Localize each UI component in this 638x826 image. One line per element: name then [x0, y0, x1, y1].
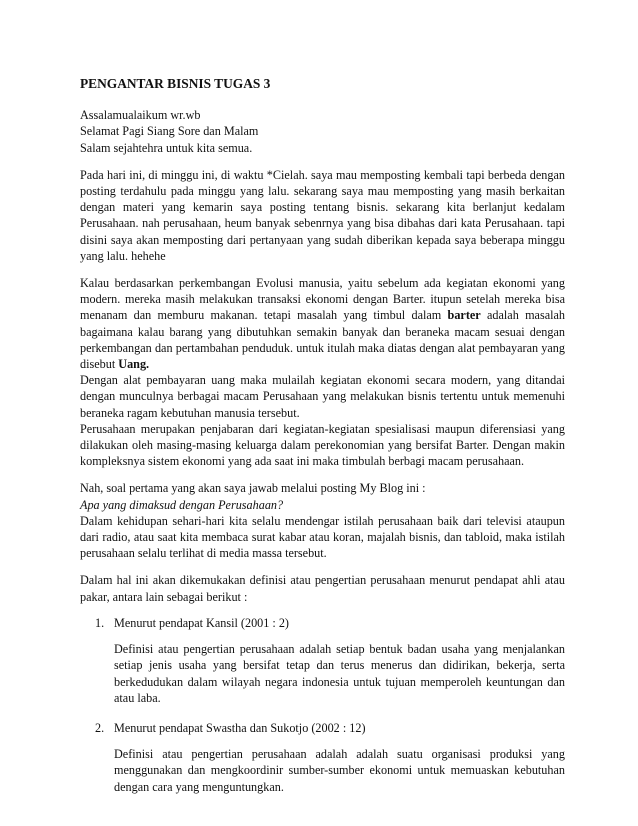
greeting-line: Salam sejahtehra untuk kita semua.	[80, 140, 253, 155]
intro-paragraph: Pada hari ini, di minggu ini, di waktu *Cielah. saya mau memposting kembali tapi berbeda dengan posting terdahulu pada minggu yang lalu. sekarang saya mau memposting yang masih berkaitan dengan materi yang kemarin saya posting tentang bisnis. sekarang kita berlanjut kedalam Perusahaan. nah perusahaan, heum banyak sebenrnya yang bisa dibahas dari kata Perusahaan. tapi disini saya akan memposting dari pertanyaan yang sudah diberikan kepada saya beberapa minggu yang lalu. hehehe	[80, 167, 565, 263]
question-intro: Nah, soal pertama yang akan saya jawab melalui posting My Blog ini :	[80, 481, 426, 496]
greeting-line: Assalamualaikum wr.wb	[80, 108, 201, 123]
daily-life-paragraph: Dalam kehidupan sehari-hari kita selalu mendengar istilah perusahaan baik dari televisi ataupun dari radio, atau saat kita membaca surat kabar atau koran, majalah bisnis, dan tabloid, maka istilah perusahaan selalu terlihat di media massa tersebut.	[80, 513, 565, 561]
document-page	[80, 76, 565, 809]
evolution-text-1: Kalau berdasarkan perkembangan Evolusi manusia, yaitu sebelum ada kegiatan ekonomi yang modern. mereka masih melakukan transaksi ekonomi dengan Barter. itupun setelah mereka bisa menanam dan memburu makanan. tetapi masalah yang timbul dalam	[80, 276, 565, 323]
list-item-heading	[80, 615, 565, 631]
list-item-number: 2.	[95, 720, 105, 735]
greeting-line: Selamat Pagi Siang Sore dan Malam	[80, 124, 259, 139]
document-title: PENGANTAR BISNIS TUGAS 3	[80, 76, 271, 91]
definition-intro: Dalam hal ini akan dikemukakan definisi atau pengertian perusahaan menurut pendapat ahli atau pakar, antara lain sebagai berikut :	[80, 573, 565, 604]
list-item-heading	[80, 720, 565, 736]
list-item-definition: Definisi atau pengertian perusahaan adalah adalah suatu organisasi produksi yang menggunakan dan mengkoordinir sumber-sumber ekonomi untuk memuaskan kebutuhan dengan cara yang menguntungkan.	[114, 747, 565, 794]
list-item-definition: Definisi atau pengertian perusahaan adalah setiap bentuk badan usaha yang menjalankan setiap jenis usaha yang bersifat tetap dan terus menerus dan didirikan, bekerja, serta berkedudukan dalam wilayah negara indonesia untuk tujuan memperoleh keuntungan dan atau laba.	[114, 642, 565, 705]
greeting-block	[80, 107, 565, 156]
list-item	[80, 615, 565, 706]
evolution-text-2: adalah masalah bagaimana kalau barang yang dibutuhkan semakin banyak dan beraneka macam sesuai dengan perkembangan dan pertambahan penduduk. untuk itulah maka diatas dengan alat pembayaran yang disebut	[80, 308, 566, 372]
company-paragraph: Perusahaan merupakan penjabaran dari kegiatan-kegiatan spesialisasi maupun diferensiasi yang dilakukan oleh masing-masing keluarga dalam perekonomian yang bersifat Barter. Dengan makin kompleksnya sistem ekonomi yang ada saat ini maka timbulah berbagi macam perusahaan.	[80, 421, 565, 469]
money-paragraph: Dengan alat pembayaran uang maka mulailah kegiatan ekonomi secara modern, yang ditandai dengan munculnya berbagai macam Perusahaan yang melakukan bisnis tertentu untuk memenuhi beraneka ragam kebutuhan manusia tersebut.	[80, 373, 565, 420]
uang-term: Uang.	[118, 357, 150, 372]
list-item-title: Menurut pendapat Swastha dan Sukotjo (2002 : 12)	[114, 720, 366, 735]
evolution-paragraph	[80, 275, 565, 372]
list-item	[80, 720, 565, 795]
definition-list	[80, 615, 565, 795]
list-item-number: 1.	[95, 615, 105, 630]
barter-term: barter	[447, 308, 481, 323]
list-item-title: Menurut pendapat Kansil (2001 : 2)	[114, 615, 289, 630]
question-text: Apa yang dimaksud dengan Perusahaan?	[80, 497, 284, 512]
